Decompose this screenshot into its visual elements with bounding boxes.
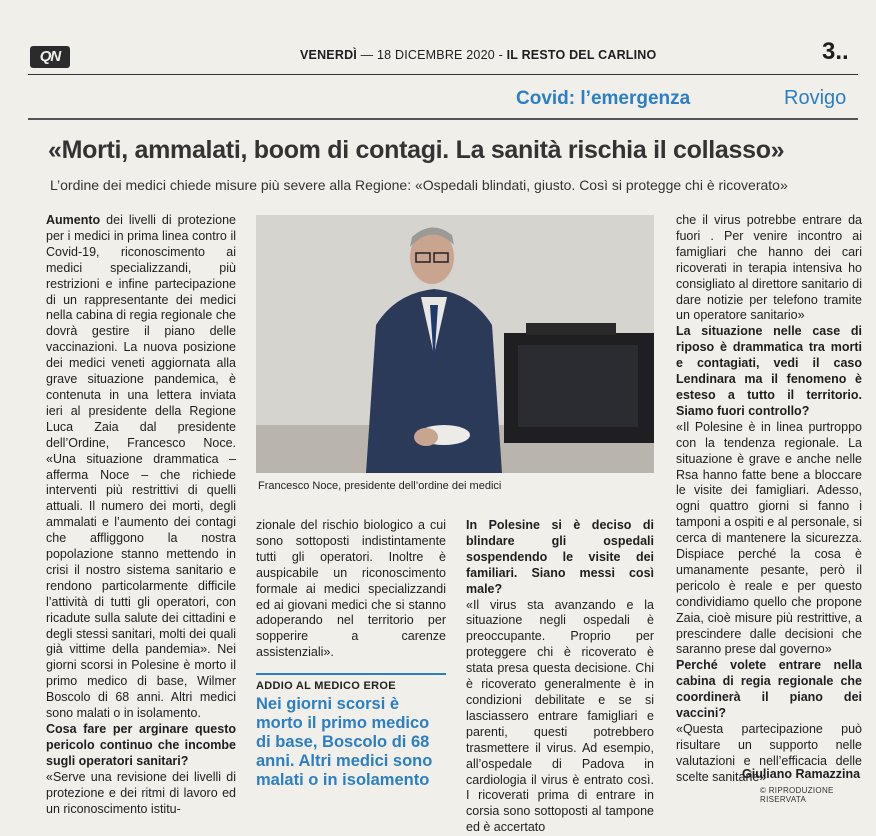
interview-answer-2: «Il virus sta avanzando e la situazione negli ospedali è preoccupante. Proprio per proteggere chi è ricoverato è stata presa questa decisione. Chi è ricoverato generalmente è in condizioni debilitate e se si lasciassero entrare famigliari e parenti, questi potrebbero trasmettere il virus. Ad esempio, all’ospedale di Padova in cardiologia il virus è entrato così. I ricoverati prima di entrare in corsia sono sottoposti al tampone ed è accertato [466,597,654,835]
article-column-4 [676,213,862,786]
interview-answer-4: «Questa partecipazione può risultare un supporto nelle valutazioni e nell’efficacia delle scelte sanitarie» [676,722,862,784]
dateline-date: 18 DICEMBRE 2020 [377,48,495,62]
article-headline: «Morti, ammalati, boom di contagi. La sanità rischia il collasso» [48,136,785,164]
box-label: ADDIO AL MEDICO EROE [256,680,396,692]
box-rule [256,673,446,675]
newspaper-logo: QN [30,46,70,68]
section-city: Rovigo [784,87,847,109]
article-column-2 [256,518,446,661]
article-body-text-2: zionale del rischio biologico a cui sono sottoposti indistintamente tutti gli operatori. Inoltre è auspicabile un riconoscimento formale ai medici specializzandi ed ai giovani medici che si stanno adoperando nel territorio per sopperire a carenze assistenziali». [256,518,446,660]
author-signature: Giuliano Ramazzina [742,767,861,781]
dateline-paper: IL RESTO DEL CARLINO [506,48,657,62]
article-body-text-4: che il virus potrebbe entrare da fuori . Per venire incontro ai famigliari che hanno dei cari ricoverati in terapia intensiva ho consigliato al direttore sanitario di dare notizie per telefono tramite un operatore sanitario» [676,213,862,323]
article-subheadline: L’ordine dei medici chiede misure più severe alla Regione: «Ospedali blindati, giusto. Così si protegge chi è ricoverato» [50,177,788,193]
dateline-day: VENERDÌ [300,48,357,62]
top-rule [28,74,858,75]
article-column-1 [46,213,236,817]
dateline-dash: — [360,48,378,62]
pull-quote: Nei giorni scorsi è morto il primo medico di base, Boscolo di 68 anni. Altri medici sono malati o in isolamento [256,695,433,789]
portrait-illustration [256,215,654,473]
article-photo [256,215,654,473]
page-number: 3.. [822,38,849,65]
dateline [300,48,656,62]
interview-question-3: La situazione nelle case di riposo è drammatica tra morti e contagiati, vedi il caso Lendinara ma il fenomeno è esteso a tutto il territorio. Siamo fuori controllo? [676,324,862,418]
section-rule [28,118,858,120]
photo-caption: Francesco Noce, presidente dell’ordine dei medici [258,480,502,492]
section-title: Covid: l’emergenza [516,88,691,109]
dateline-sep: - [498,48,507,62]
interview-question-2: In Polesine si è deciso di blindare gli ospedali sospendendo le visite dei familiari. Siano messi così male? [466,518,654,596]
article-body-1 [46,213,236,722]
copyright-notice: © RIPRODUZIONE RISERVATA [760,786,834,804]
article-lead-word: Aumento [46,213,101,227]
article-column-3 [466,518,654,836]
interview-answer-1: «Serve una revisione dei livelli di protezione e dei ritmi di lavoro ed un riconoscimento istitu- [46,769,236,816]
article-body-text-1: dei livelli di protezione per i medici in prima linea contro il Covid-19, riconoscimento ai medici specializzandi, più restrizioni e infine partecipazione di un rappresentante dei medici nella cabina di regia regionale che dovrà gestire il piano delle vaccinazioni. La nuova posizione dei medici veneti aggiornata alla grave situazione pandemica, è contenuta in una lettera inviata ieri al presidente della Regione Luca Zaia dal presidente dell’Ordine, Francesco Noce. «Una situazione drammatica – afferma Noce – che richiede interventi più restrittivi di quelli attuali. Il numero dei morti, degli ammalati e l’aumento dei contagi che affliggono la nostra popolazione stanno mettendo in crisi il nostro sistema sanitario e rendono particolarmente difficile l’attività di tutti gli operatori, con ricadute sulla salute dei cittadini e degli stessi sanitari, molti dei quali già vittime della pandemia». Nei giorni scorsi in Polesine è morto il primo medico di base, Wilmer Boscolo di 68 anni. Altri medici sono malati o in isolamento. [46,213,236,721]
interview-question-1: Cosa fare per arginare questo pericolo continuo che incombe sugli operatori sanitari? [46,722,236,768]
interview-answer-3: «Il Polesine è in linea purtroppo con la tendenza regionale. La situazione è grave e anche nelle Rsa hanno fatte bene a bloccare le visite dei famigliari. Adesso, ogni quattro giorni si fanno i tamponi a ospiti e al personale, si cerca di mantenere la sicurezza. Dispiace perché la cosa è umanamente pesante, però il pericolo è reale e per questo condividiamo quello che propone Zaia, cioè misure più restrittive, a prescindere dalle decisioni che saranno prese dal governo» [676,419,862,657]
interview-question-4: Perché volete entrare nella cabina di regia regionale che coordinerà il piano dei vaccini? [676,658,862,721]
